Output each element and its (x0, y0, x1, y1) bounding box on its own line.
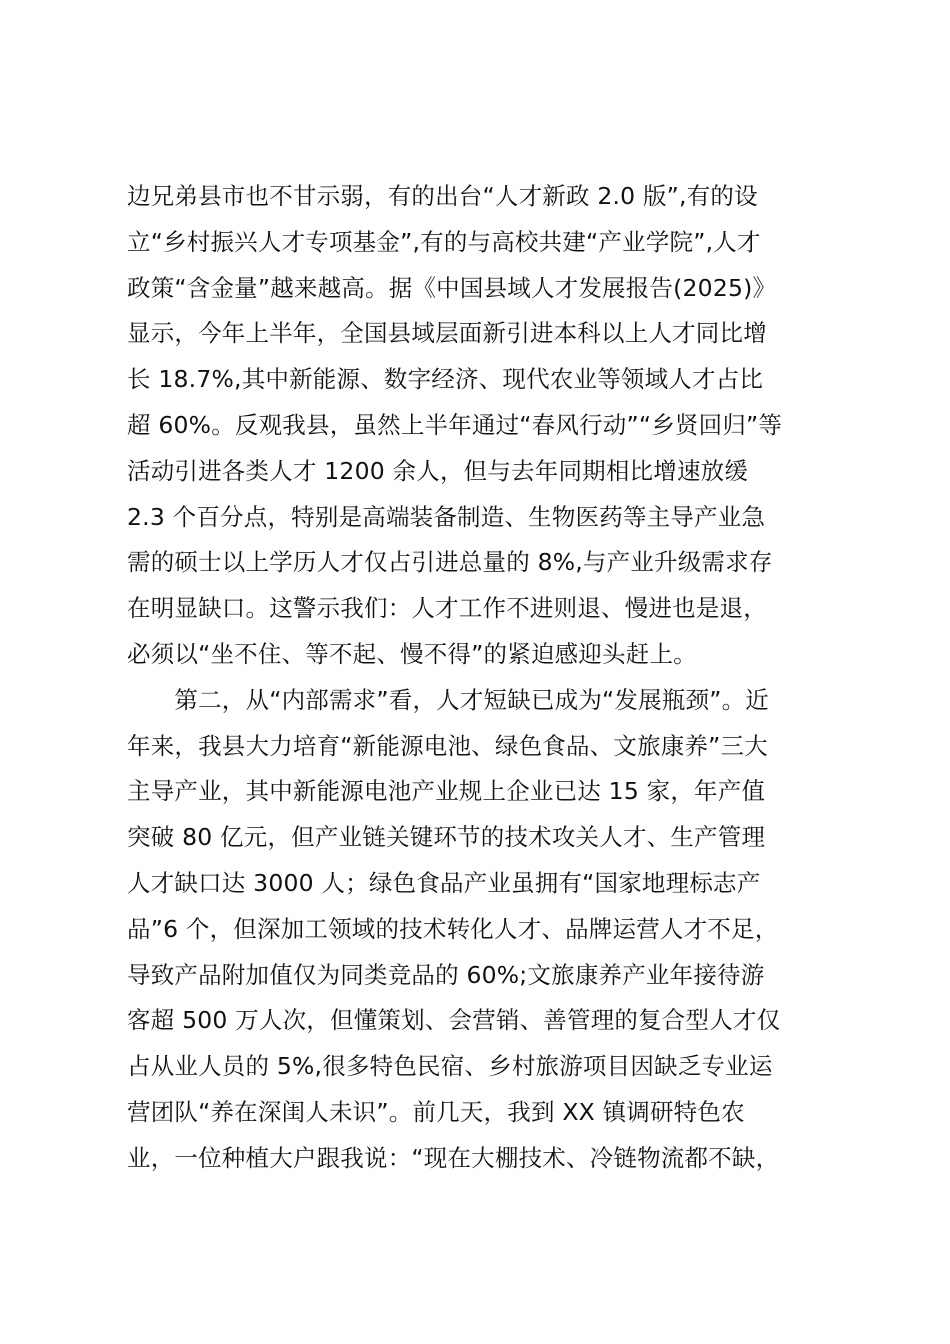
text-line: 在明显缺口。这警示我们：人才工作不进则退、慢进也是退， (127, 594, 767, 623)
text-line: 立“乡村振兴人才专项基金”,有的与高校共建“产业学院”,人才 (127, 227, 761, 256)
text-line: 需的硕士以上学历人才仅占引进总量的 8%,与产业升级需求存 (127, 548, 773, 577)
text-line: 活动引进各类人才 1200 余人，但与去年同期相比增速放缓 (127, 456, 749, 485)
text-line: 2.3 个百分点，特别是高端装备制造、生物医药等主导产业急 (127, 502, 766, 531)
text-line: 政策“含金量”越来越高。据《中国县域人才发展报告(2025)》 (127, 273, 777, 302)
text-line: 突破 80 亿元，但产业链关键环节的技术攻关人才、生产管理 (127, 823, 766, 852)
body-text (127, 174, 847, 1182)
text-line: 导致产品附加值仅为同类竞品的 60%;文旅康养产业年接待游 (127, 960, 765, 989)
text-line: 年来，我县大力培育“新能源电池、绿色食品、文旅康养”三大 (127, 731, 768, 760)
text-line: 客超 500 万人次，但懂策划、会营销、善管理的复合型人才仅 (127, 1006, 781, 1035)
text-line: 必须以“坐不住、等不起、慢不得”的紧迫感迎头赶上。 (127, 639, 697, 668)
text-line: 边兄弟县市也不甘示弱，有的出台“人才新政 2.0 版”,有的设 (127, 182, 758, 210)
text-line: 长 18.7%,其中新能源、数字经济、现代农业等领域人才占比 (127, 365, 764, 394)
text-line: 第二，从“内部需求”看，人才短缺已成为“发展瓶颈”。近 (127, 685, 769, 714)
text-line: 显示，今年上半年，全国县域层面新引进本科以上人才同比增 (127, 319, 767, 348)
text-line: 业，一位种植大户跟我说：“现在大棚技术、冷链物流都不缺， (127, 1143, 780, 1172)
text-line: 占从业人员的 5%,很多特色民宿、乡村旅游项目因缺乏专业运 (127, 1052, 773, 1081)
text-line: 超 60%。反观我县，虽然上半年通过“春风行动”“乡贤回归”等 (127, 410, 783, 439)
text-line: 人才缺口达 3000 人；绿色食品产业虽拥有“国家地理标志产 (127, 868, 761, 897)
text-line: 营团队“养在深闺人未识”。前几天，我到 XX 镇调研特色农 (127, 1097, 745, 1126)
text-line: 主导产业，其中新能源电池产业规上企业已达 15 家，年产值 (127, 777, 766, 806)
text-line: 品”6 个，但深加工领域的技术转化人才、品牌运营人才不足， (127, 914, 779, 943)
